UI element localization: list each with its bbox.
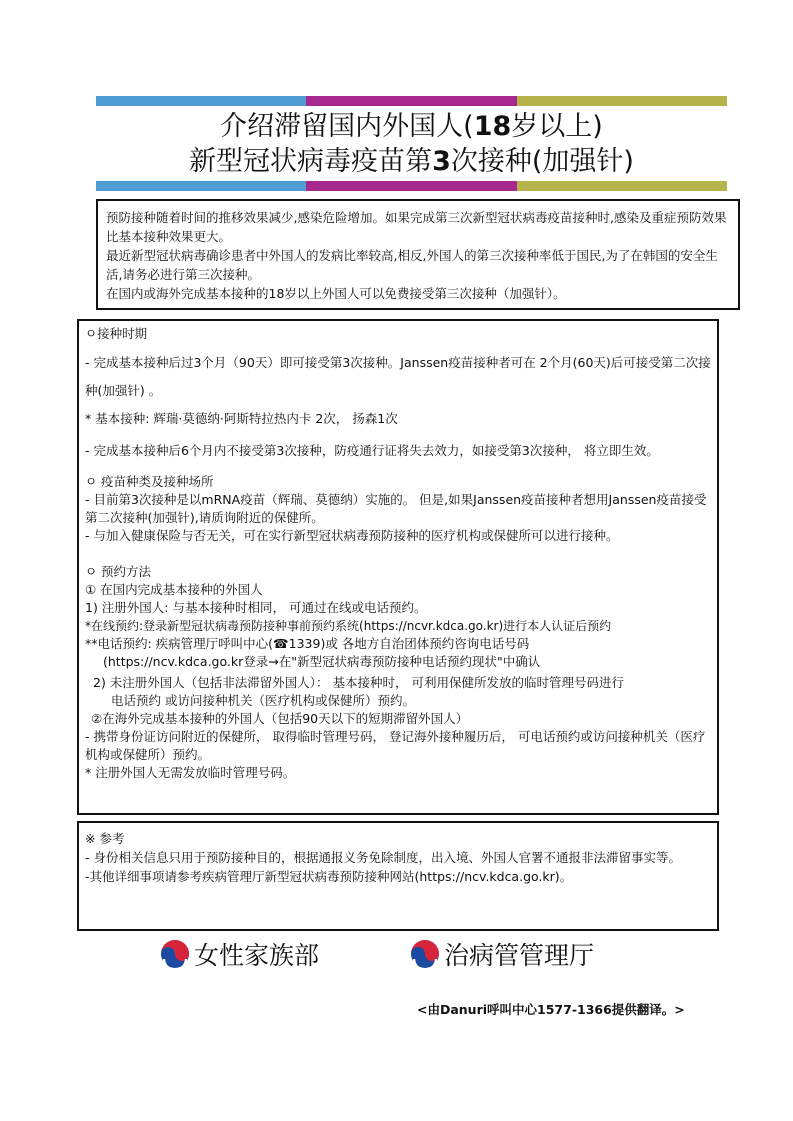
- main-info-box: [77, 319, 719, 815]
- logo-disease-agency: [410, 936, 594, 972]
- booking-item: - 携带身份证访问附近的保健所， 取得临时管理号码， 登记海外接种履历后， 可电话预约或访问接种机关（医疗机构或保健所）预约。: [85, 729, 706, 762]
- reference-heading: ※ 参考: [85, 831, 125, 846]
- taegeuk-icon: [410, 939, 440, 969]
- booking-heading: ㅇ 预约方法: [85, 564, 152, 579]
- booking-item: (https://ncv.kdca.go.kr登录→在"新型冠状病毒预防接种电话预约现状"中确认: [103, 654, 541, 669]
- vaccine-heading: ㅇ 疫苗种类及接种场所: [85, 474, 214, 489]
- intro-paragraph: 在国内或海外完成基本接种的18岁以上外国人可以免费接受第三次接种（加强针）。: [106, 286, 566, 301]
- translation-credit: <由Danuri呼叫中心1577-1366提供翻译。>: [417, 1002, 685, 1017]
- booking-item: 1) 注册外国人: 与基本接种时相同， 可通过在线或电话预约。: [85, 600, 427, 615]
- reference-item: -其他详细事项请参考疾病管理厅新型冠状病毒预防接种网站(https://ncv.kdca.go.kr)。: [85, 869, 573, 884]
- bottom-color-bar: [96, 181, 727, 191]
- reference-item: - 身份相关信息只用于预防接种目的，根据通报义务免除制度，出入境、外国人官署不通报非法滞留事实等。: [85, 850, 681, 865]
- period-item: * 基本接种: 辉瑞·莫德纳·阿斯特拉热内卡 2次， 扬森1次: [85, 411, 398, 426]
- booking-item: ① 在国内完成基本接种的外国人: [85, 582, 263, 597]
- booking-item: ②在海外完成基本接种的外国人（包括90天以下的短期滞留外国人）: [91, 711, 469, 726]
- reference-box: [77, 821, 719, 931]
- page-subtitle: 新型冠状病毒疫苗第3次接种(加强针): [189, 146, 634, 177]
- top-color-bar: [96, 96, 727, 106]
- booking-item: 2) 未注册外国人（包括非法滞留外国人）： 基本接种时， 可利用保健所发放的临时管理号码进行: [93, 675, 625, 690]
- vaccine-item: - 与加入健康保险与否无关，可在实行新型冠状病毒预防接种的医疗机构或保健所可以进行接种。: [85, 528, 619, 543]
- intro-paragraph: 最近新型冠状病毒确诊患者中外国人的发病比率较高,相反,外国人的第三次接种率低于国民,为了在韩国的安全生活,请务必进行第三次接种。: [106, 248, 718, 282]
- period-item: - 完成基本接种后过3个月（90天）即可接受第3次接种。Janssen疫苗接种者可在 2个月(60天)后可接受第二次接种(加强针) 。: [85, 355, 711, 398]
- logo-text: 治病管管理厅: [444, 941, 595, 970]
- intro-paragraph: 预防接种随着时间的推移效果减少,感染危险增加。如果完成第三次新型冠状病毒疫苗接种时,感染及重症预防效果比基本接种效果更大。: [106, 210, 727, 244]
- vaccine-item: - 目前第3次接种是以mRNA疫苗（辉瑞、莫德纳）实施的。 但是,如果Janssen疫苗接种者想用Janssen疫苗接受第二次接种(加强针),请质询附近的保健所。: [85, 492, 707, 525]
- period-item: - 完成基本接种后6个月内不接受第3次接种，防疫通行证将失去效力，如接受第3次接种， 将立即生效。: [85, 443, 659, 458]
- page-title: 介绍滞留国内外国人(18岁以上): [220, 111, 603, 142]
- logo-ministry-gender-equality: [160, 936, 319, 972]
- logo-text: 女性家族部: [194, 941, 320, 970]
- booking-item: *在线预约:登录新型冠状病毒预防接种事前预约系统(https://ncvr.kdca.go.kr)进行本人认证后预约: [85, 619, 612, 633]
- booking-item: **电话预约: 疾病管理厅呼叫中心(☎1339)或 各地方自治团体预约咨询电话号码: [85, 636, 530, 651]
- booking-item: * 注册外国人无需发放临时管理号码。: [85, 765, 296, 780]
- taegeuk-icon: [160, 939, 190, 969]
- intro-box: [96, 199, 740, 310]
- period-heading: ㅇ接种时期: [85, 326, 148, 341]
- booking-item: 电话预约 或访问接种机关（医疗机构或保健所）预约。: [111, 693, 415, 708]
